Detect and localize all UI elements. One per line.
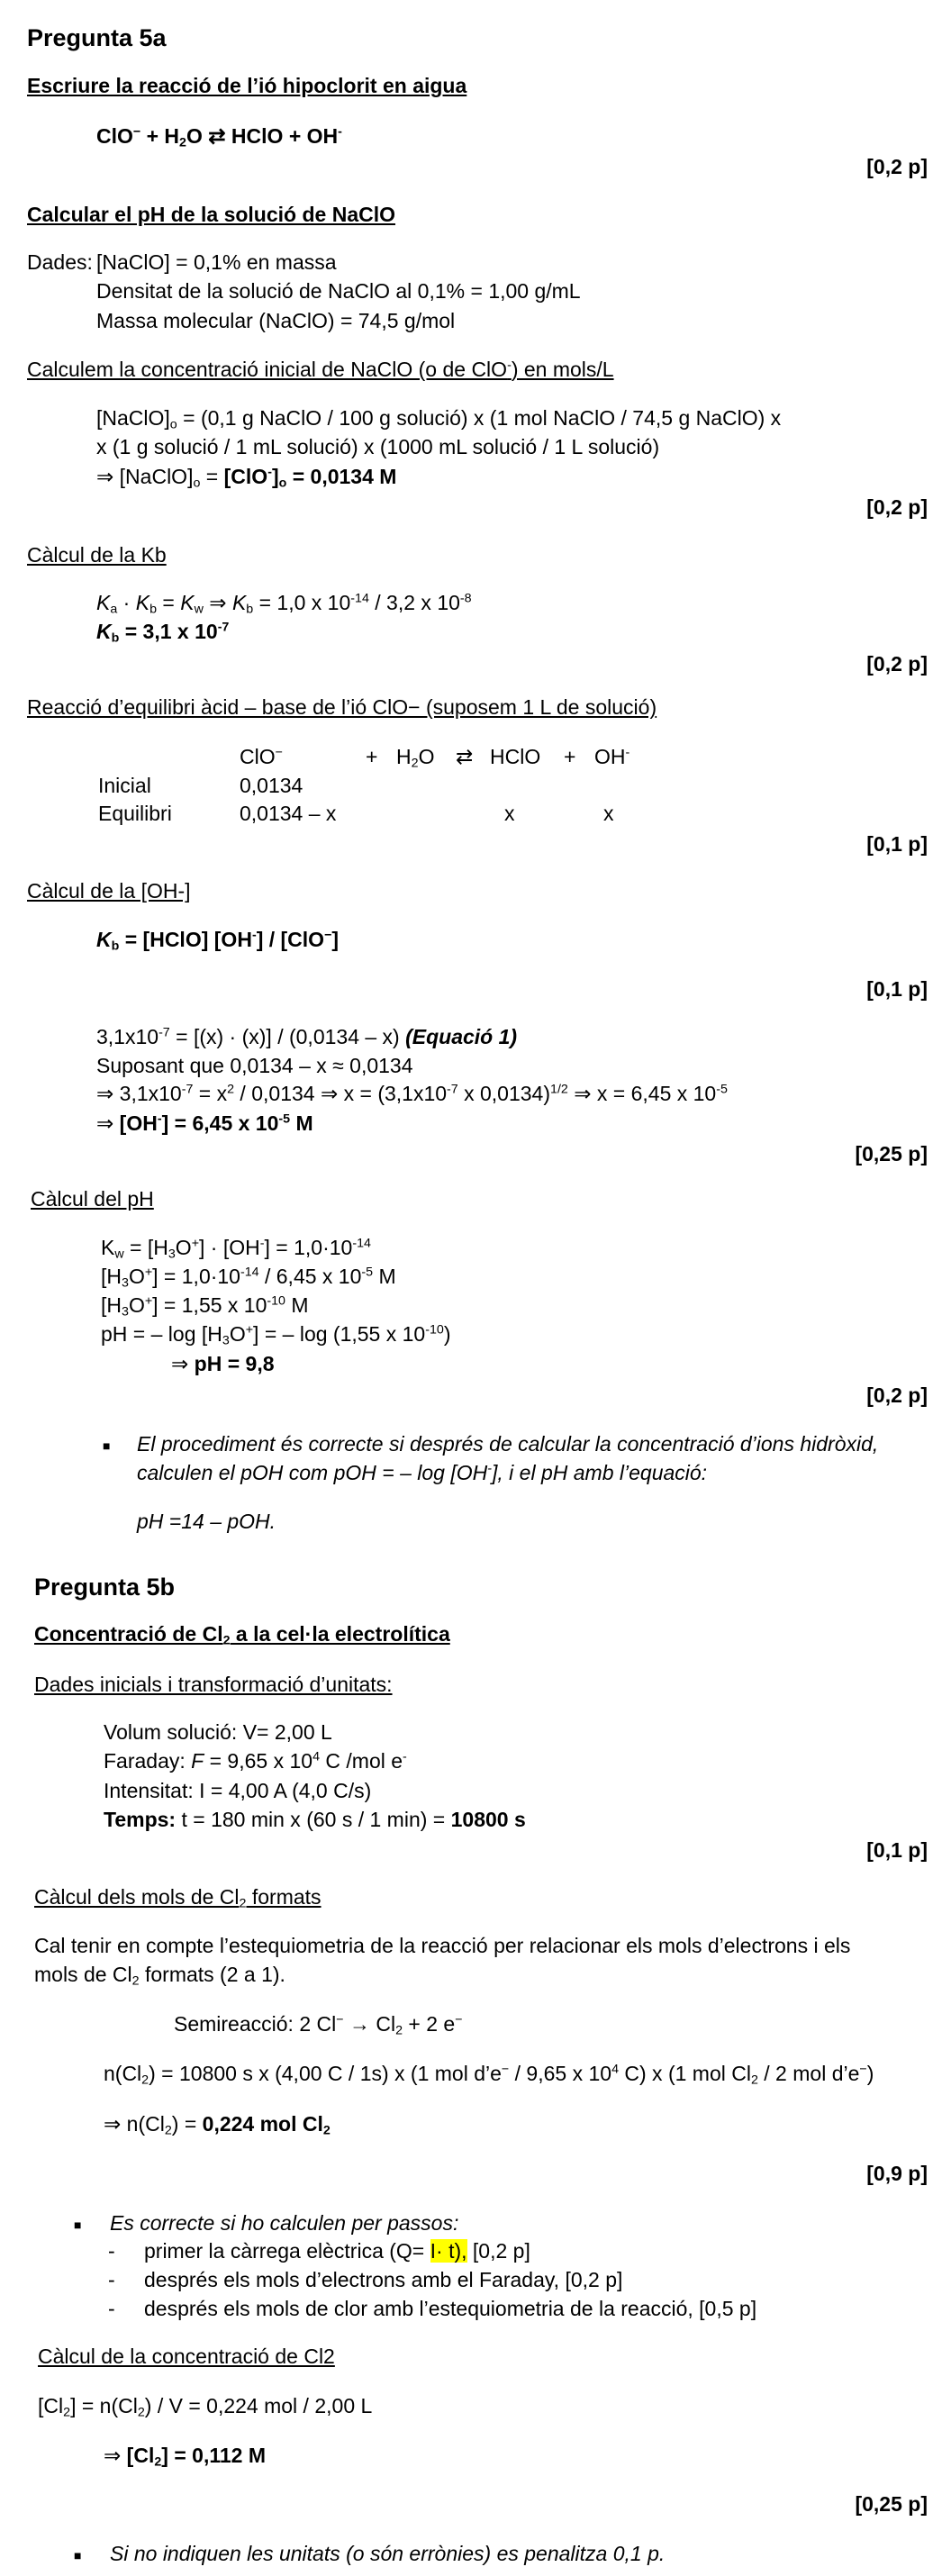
section-title-cl2-final: Càlcul de la concentració de Cl2: [38, 2345, 335, 2368]
data-line: Faraday: F = 9,65 x $10^4$ C /mol e-: [104, 1749, 407, 1773]
dash-icon: -: [108, 2297, 115, 2320]
data-line: Temps: t = 180 min x (60 s / 1 min) = 10800 s: [104, 1808, 526, 1831]
eq-row-label: Equilibri: [98, 802, 172, 825]
eq-row-label: Inicial: [98, 774, 151, 797]
kb-expression: $K_b$ = [HClO] [OH-] / [ClO−]: [96, 928, 340, 954]
calc-line: $n(Cl_2) = 10800$ s x (4,00 C / 1s) x (1 mol d’e− / 9,65 x $10^4$ C) x (1 mol $Cl_2 / 2$ mol d’e−): [104, 2062, 874, 2088]
final-note: Si no indiquen les unitats (o són errònies) es penalitza 0,1 p.: [110, 2542, 666, 2565]
bullet-icon: ■: [103, 1438, 111, 1453]
data-line: Volum solució: V= 2,00 L: [104, 1720, 332, 1744]
calc-line: $[H_3O^+] = 1,0\cdot 10^{-14} / 6,45$ x $10^{-5}$ M: [101, 1265, 396, 1291]
dash-icon: -: [108, 2239, 115, 2263]
score: [0,9 p]: [866, 2162, 928, 2185]
data-label: Dades:: [27, 250, 93, 274]
half-reaction: Semireacció: 2 $Cl^- \to Cl_2 + 2$ e−: [174, 2012, 463, 2038]
cl2-result: ⇒ $[Cl_2] = 0,112$ M: [104, 2444, 266, 2470]
section-title-initial-concentration: Calculem la concentració inicial de NaClO (o de ClO-) en mols/L: [27, 358, 614, 381]
score: [0,25 p]: [855, 1142, 928, 1166]
section-title-oh-concentration: Càlcul de la [OH-]: [27, 879, 191, 903]
score: [0,2 p]: [866, 652, 928, 676]
section-title-ph: Càlcul del pH: [31, 1187, 154, 1211]
bullet-icon: ■: [74, 2548, 82, 2562]
calc-line: $3,1x10^{-7} = [(x) \cdot (x)] / (0,0134 - x)$ (Equació 1): [96, 1025, 518, 1048]
calc-line: pH = – $\log [H_3O^+]$ = – log (1,55 x $10^{-10}$): [101, 1322, 451, 1348]
eq-header-clo: ClO−: [240, 745, 283, 768]
kb-result: $K_b = 3,1$ x $10^{-7}$: [96, 620, 230, 646]
note-line: pH =14 – pOH.: [137, 1510, 276, 1533]
eq-cell: x: [504, 802, 515, 825]
dash-icon: -: [108, 2268, 115, 2291]
eq-header-oh: OH-: [594, 745, 630, 768]
data-line: [NaClO] = 0,1% en massa: [96, 250, 337, 274]
eq-header-h2o: $H_2O$: [396, 745, 435, 771]
score: [0,1 p]: [866, 1838, 928, 1862]
eq-header-hclo: HClO: [490, 745, 541, 768]
section-title-ph-naclo: Calcular el pH de la solució de NaClO: [27, 203, 396, 226]
score: [0,2 p]: [866, 1383, 928, 1407]
bullet-icon: ■: [74, 2218, 82, 2232]
eq-header-plus: +: [366, 745, 378, 768]
section-title-equilibrium: Reacció d’equilibri àcid – base de l’ió ClO− (suposem 1 L de solució): [27, 695, 657, 719]
note-line: calculen el pOH com pOH = – log [OH-], i el pH amb l’equació:: [137, 1461, 708, 1484]
score: [0,2 p]: [866, 495, 928, 519]
eq-header-arrow: ⇄: [456, 745, 474, 768]
ph-result: ⇒ pH = 9,8: [171, 1352, 275, 1375]
calc-line: x (1 g solució / 1 mL solució) x (1000 mL solució / 1 L solució): [96, 435, 660, 458]
oh-result: ⇒ [OH-] = 6,45 x $10^{-5}$ M: [96, 1111, 313, 1135]
reaction-equation: $ClO^- + H_2O$ ⇄ HClO + OH-: [96, 124, 342, 150]
eq-cell: 0,0134 – x: [240, 802, 337, 825]
section-title-cl2-moles: Càlcul dels mols de $Cl_2$ formats: [34, 1885, 322, 1911]
calc-line: $[H_3O^+] = 1,55$ x $10^{-10}$ M: [101, 1293, 309, 1320]
section-title-kb: Càlcul de la Kb: [27, 543, 167, 567]
calc-line: ⇒ $3,1x10^{-7} = x^2 / 0,0134$ ⇒ $x = (3,1x10^{-7}$ x 0,0134)$^{1/2}$ ⇒ x = 6,45 x $10^{-5}$: [96, 1082, 728, 1105]
note-item: després els mols d’electrons amb el Faraday, [0,2 p]: [144, 2268, 623, 2291]
score: [0,2 p]: [866, 155, 928, 178]
highlight: I· t),: [430, 2239, 467, 2263]
score: [0,25 p]: [855, 2492, 928, 2516]
eq-cell: x: [603, 802, 614, 825]
data-line: Intensitat: I = 4,00 A (4,0 C/s): [104, 1779, 372, 1802]
paragraph-line: Cal tenir en compte l’estequiometria de la reacció per relacionar els mols d’electrons i els: [34, 1934, 851, 1957]
calc-line: $[NaClO]_o = (0,1$ g NaClO / 100 g solució) x (1 mol NaClO / 74,5 g NaClO) x: [96, 406, 782, 432]
note-item: primer la càrrega elèctrica (Q= I· t), [0,2 p]: [144, 2239, 530, 2263]
score: [0,1 p]: [866, 832, 928, 856]
calc-line: Suposant que 0,0134 – x ≈ 0,0134: [96, 1054, 413, 1077]
section-title-initial-data: Dades inicials i transformació d’unitats:: [34, 1673, 393, 1696]
eq-cell: 0,0134: [240, 774, 303, 797]
note-line: El procediment és correcte si després de calcular la concentració d’ions hidròxid,: [137, 1432, 879, 1456]
question-5a-title: Pregunta 5a: [27, 24, 167, 51]
score: [0,1 p]: [866, 977, 928, 1001]
moles-result: ⇒ $n(Cl_2) = 0,224$ mol $Cl_2$: [104, 2112, 331, 2138]
calc-result: ⇒ $[NaClO]_o = [ClO^-]_o = 0,0134$ M: [96, 465, 397, 491]
section-title-hypochlorite-reaction: Escriure la reacció de l’ió hipoclorit en aigua: [27, 74, 467, 97]
calc-line: $[Cl_2] = n(Cl_2) / V = 0,224$ mol / 2,00 L: [38, 2394, 373, 2420]
note-title: Es correcte si ho calculen per passos:: [110, 2211, 459, 2235]
note-item: després els mols de clor amb l’estequiometria de la reacció, [0,5 p]: [144, 2297, 757, 2320]
section-title-cl2-concentration: Concentració de $Cl_2$ a la cel·la electrolítica: [34, 1622, 450, 1648]
calc-line: $K_w = [H_3O^+] \cdot [OH^-] = 1,0\cdot 10^{-14}$: [101, 1236, 371, 1262]
eq-header-plus: +: [564, 745, 576, 768]
data-line: Densitat de la solució de NaClO al 0,1% = 1,00 g/mL: [96, 279, 581, 303]
data-line: Massa molecular (NaClO) = 74,5 g/mol: [96, 309, 456, 332]
kb-formula: $K_a \cdot K_b = K_w$ ⇒ $K_b = 1,0$ x $10^{-14} / 3,2$ x $10^{-8}$: [96, 591, 472, 617]
paragraph-line: mols de $Cl_2$ formats (2 a 1).: [34, 1963, 285, 1989]
question-5b-title: Pregunta 5b: [34, 1574, 176, 1601]
